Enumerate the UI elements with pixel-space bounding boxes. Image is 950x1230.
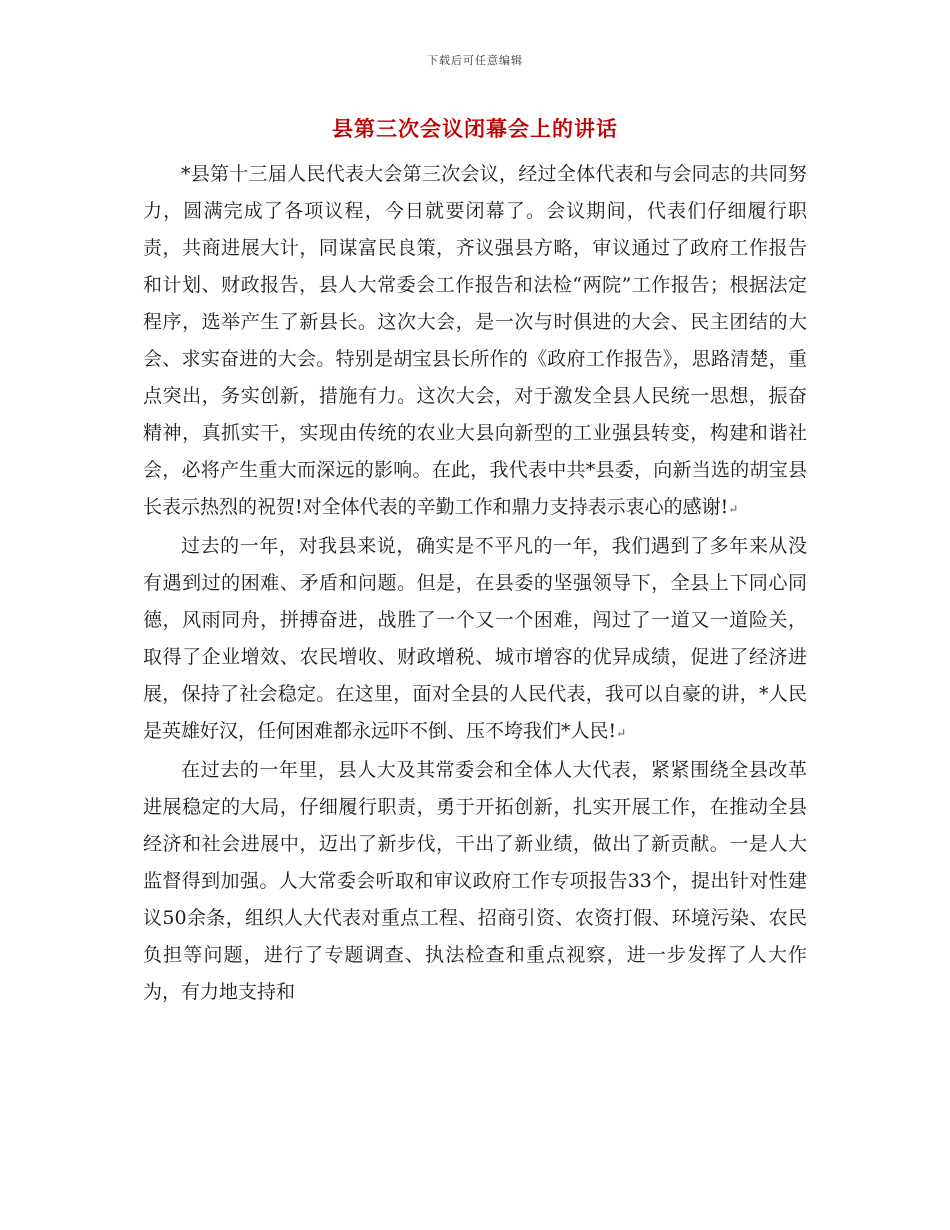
document-body xyxy=(143,156,807,1011)
paragraph-text: *县第十三届人民代表大会第三次会议，经过全体代表和与会同志的共同努力，圆满完成了各项议程，今日就要闭幕了。会议期间，代表们仔细履行职责，共商进展大计，同谋富民良策，齐议强县方略，审议通过了政府工作报告和计划、财政报告，县人大常委会工作报告和法检“两院”工作报告；根据法定程序，选举产生了新县长。这次大会，是一次与时俱进的大会、民主团结的大会、求实奋进的大会。特别是胡宝县长所作的《政府工作报告》，思路清楚，重点突出，务实创新，措施有力。这次大会，对于激发全县人民统一思想，振奋精神，真抓实干，实现由传统的农业大县向新型的工业强县转变，构建和谐社会，必将产生重大而深远的影响。在此，我代表中共*县委，向新当选的胡宝县长表示热烈的祝贺!对全体代表的辛勤工作和鼎力支持表示衷心的感谢! xyxy=(143,163,807,518)
paragraph-2 xyxy=(143,528,807,752)
paragraph-text: 在过去的一年里，县人大及其常委会和全体人大代表，紧紧围绕全县改革进展稳定的大局，仔细履行职责，勇于开拓创新，扎实开展工作，在推动全县经济和社会进展中，迈出了新步伐，干出了新业绩，做出了新贡献。一是人大监督得到加强。人大常委会听取和审议政府工作专项报告33个，提出针对性建议50余条，组织人大代表对重点工程、招商引资、农资打假、环境污染、农民负担等问题，进行了专题调查、执法检查和重点视察，进一步发挥了人大作为，有力地支持和 xyxy=(143,759,807,1003)
document-title: 县第三次会议闭幕会上的讲话 xyxy=(332,116,618,141)
paragraph-mark-icon: ↵ xyxy=(728,502,739,516)
paragraph-1 xyxy=(143,156,807,528)
paragraph-mark-icon: ↵ xyxy=(616,726,627,740)
header-note: 下载后可任意编辑 xyxy=(427,54,523,67)
paragraph-text: 过去的一年，对我县来说，确实是不平凡的一年，我们遇到了多年来从没有遇到过的困难、矛盾和问题。但是，在县委的坚强领导下，全县上下同心同德，风雨同舟，拼搏奋进，战胜了一个又一个困难，闯过了一道又一道险关，取得了企业增效、农民增收、财政增税、城市增容的优异成绩，促进了经济进展，保持了社会稳定。在这里，面对全县的人民代表，我可以自豪的讲，*人民是英雄好汉，任何困难都永远吓不倒、压不垮我们*人民! xyxy=(143,535,807,742)
paragraph-3 xyxy=(143,752,807,1011)
